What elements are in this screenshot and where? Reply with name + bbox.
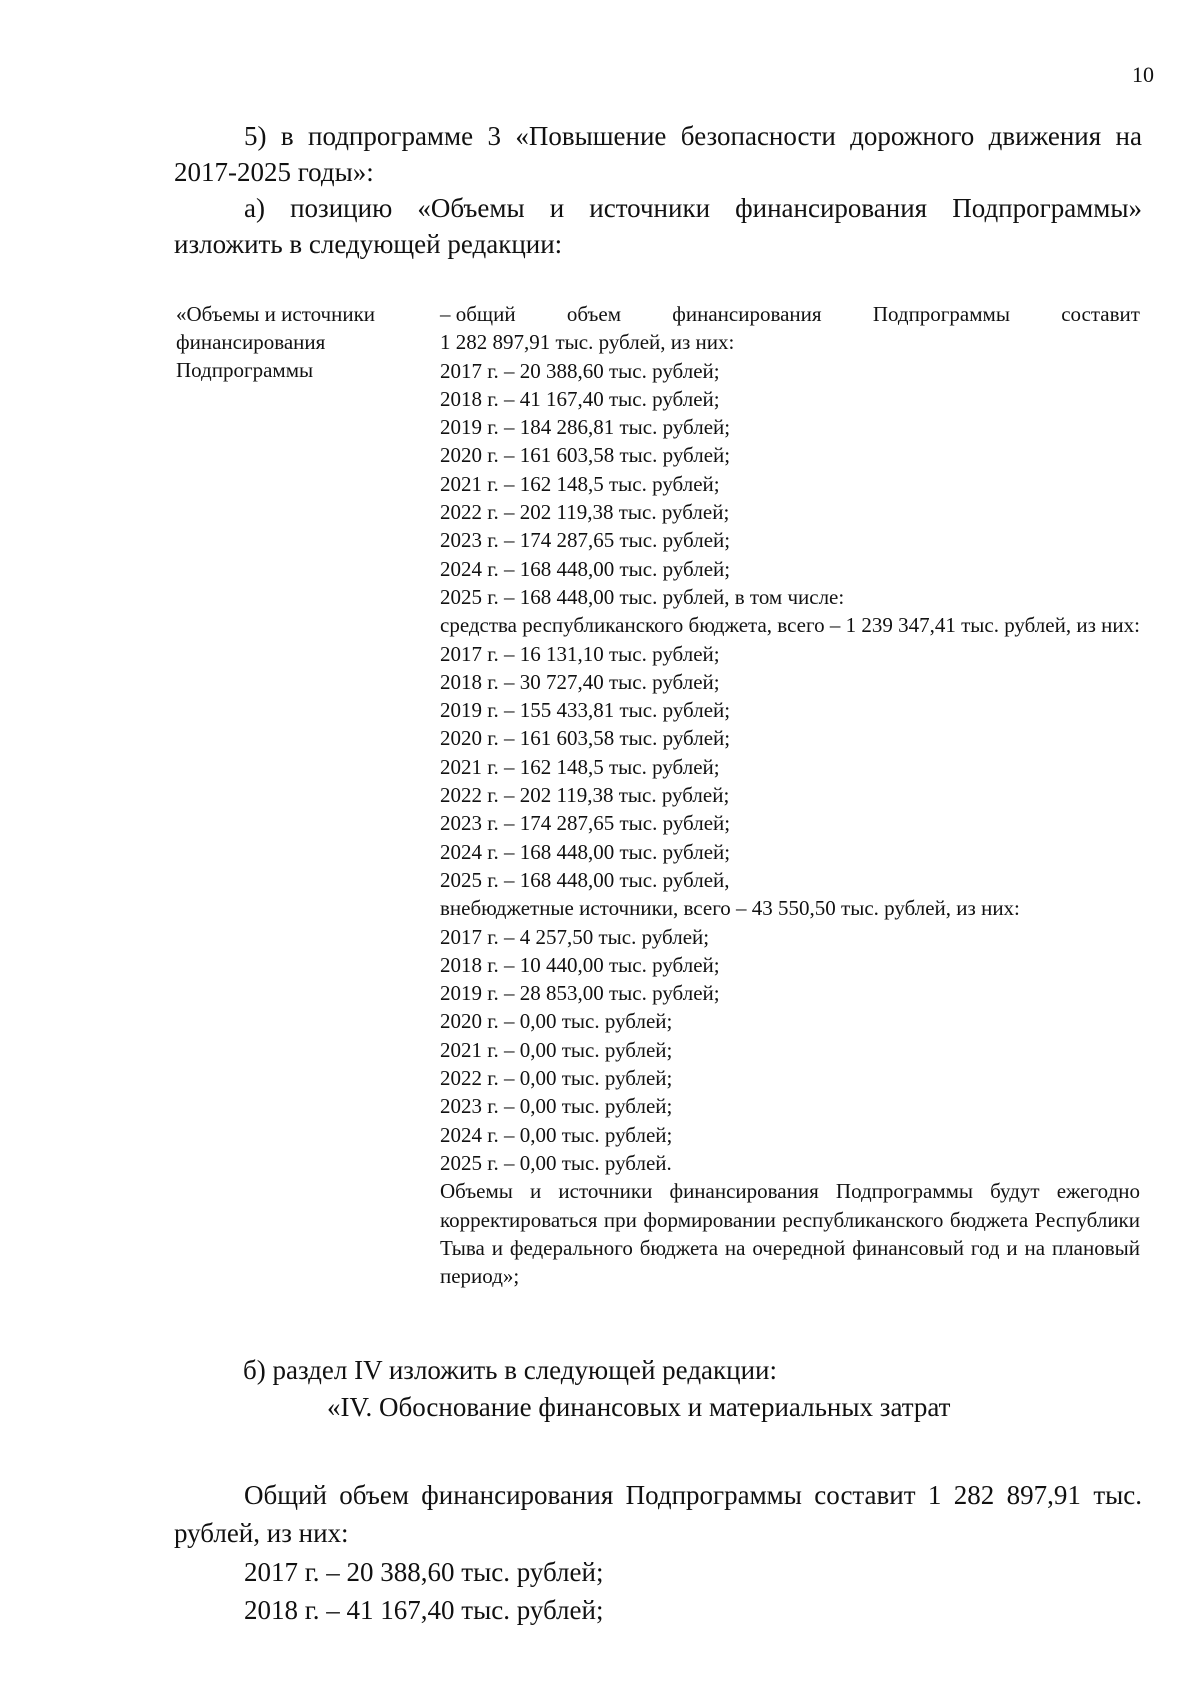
table-line: средства республиканского бюджета, всего – 1 239 347,41 тыс. рублей, из них:	[440, 613, 1140, 638]
first-line-word: объем	[566, 302, 621, 326]
table-line: 2024 г. – 168 448,00 тыс. рублей;	[440, 839, 731, 864]
table-line: 2020 г. – 161 603,58 тыс. рублей;	[440, 726, 731, 751]
table-line: 2019 г. – 155 433,81 тыс. рублей;	[440, 698, 731, 723]
paragraph-5-text: 5) в подпрограмме 3 «Повышение безопасности дорожного движения на 2017-2025 годы»:	[174, 121, 1142, 187]
paragraph-b: б) раздел IV изложить в следующей редакции:	[243, 1355, 778, 1385]
table-line: 2021 г. – 0,00 тыс. рублей;	[440, 1037, 673, 1062]
table-line: 2017 г. – 20 388,60 тыс. рублей;	[440, 358, 720, 383]
total-paragraph-text: Общий объем финансирования Подпрограммы составит 1 282 897,91 тыс. рублей, из них:	[174, 1480, 1142, 1548]
table-label: «Объемы и источники финансирования Подпрограммы	[176, 302, 376, 382]
table-line: 2017 г. – 4 257,50 тыс. рублей;	[440, 924, 710, 949]
first-line-word: Подпрограммы	[872, 302, 1010, 326]
table-line: 2022 г. – 202 119,38 тыс. рублей;	[440, 783, 730, 808]
section-title: «IV. Обоснование финансовых и материальных затрат	[327, 1392, 951, 1422]
table-line: 2023 г. – 174 287,65 тыс. рублей;	[440, 811, 731, 836]
table-line: 2020 г. – 0,00 тыс. рублей;	[440, 1009, 673, 1034]
table-line: 2018 г. – 41 167,40 тыс. рублей;	[440, 386, 720, 411]
year-line: 2018 г. – 41 167,40 тыс. рублей;	[244, 1595, 604, 1625]
table-line: 2019 г. – 184 286,81 тыс. рублей;	[440, 415, 731, 440]
table-line: 2024 г. – 168 448,00 тыс. рублей;	[440, 556, 731, 581]
first-line-word: – общий	[440, 302, 516, 326]
table-line: 1 282 897,91 тыс. рублей, из них:	[440, 330, 735, 355]
table-line: 2023 г. – 174 287,65 тыс. рублей;	[440, 528, 731, 553]
table-line: 2023 г. – 0,00 тыс. рублей;	[440, 1094, 673, 1119]
first-line	[440, 300, 1140, 328]
table-line: 2024 г. – 0,00 тыс. рублей;	[440, 1122, 673, 1147]
page-number: 10	[1132, 62, 1154, 87]
table-line: 2021 г. – 162 148,5 тыс. рублей;	[440, 754, 720, 779]
table-line: 2025 г. – 0,00 тыс. рублей.	[440, 1150, 672, 1175]
table-line: 2018 г. – 30 727,40 тыс. рублей;	[440, 669, 720, 694]
table-line: 2018 г. – 10 440,00 тыс. рублей;	[440, 952, 720, 977]
total-paragraph	[174, 1476, 1142, 1552]
first-line-word: составит	[1061, 302, 1140, 326]
table-line: Объемы и источники финансирования Подпрограммы будут ежегодно корректироваться при формировании республиканского бюджета Республики Тыва и федерального бюджета на очередной финансовый год и на плановый период»;	[440, 1179, 1140, 1289]
year-line: 2017 г. – 20 388,60 тыс. рублей;	[244, 1557, 604, 1587]
table-line: 2025 г. – 168 448,00 тыс. рублей, в том числе:	[440, 584, 845, 609]
table-line: 2017 г. – 16 131,10 тыс. рублей;	[440, 641, 720, 666]
first-line-word: финансирования	[672, 302, 822, 326]
table-line: 2021 г. – 162 148,5 тыс. рублей;	[440, 471, 720, 496]
table-line: 2020 г. – 161 603,58 тыс. рублей;	[440, 443, 731, 468]
table-line: внебюджетные источники, всего – 43 550,50 тыс. рублей, из них:	[440, 896, 1020, 921]
table-line: 2019 г. – 28 853,00 тыс. рублей;	[440, 981, 720, 1006]
table-line: 2022 г. – 0,00 тыс. рублей;	[440, 1066, 673, 1091]
table-content	[440, 300, 1140, 1290]
paragraph-a	[174, 190, 1142, 262]
table-line: 2022 г. – 202 119,38 тыс. рублей;	[440, 500, 730, 525]
paragraph-a-text: а) позицию «Объемы и источники финансирования Подпрограммы» изложить в следующей редакции:	[174, 193, 1142, 259]
paragraph-5	[174, 118, 1142, 190]
table-line: 2025 г. – 168 448,00 тыс. рублей,	[440, 867, 730, 892]
